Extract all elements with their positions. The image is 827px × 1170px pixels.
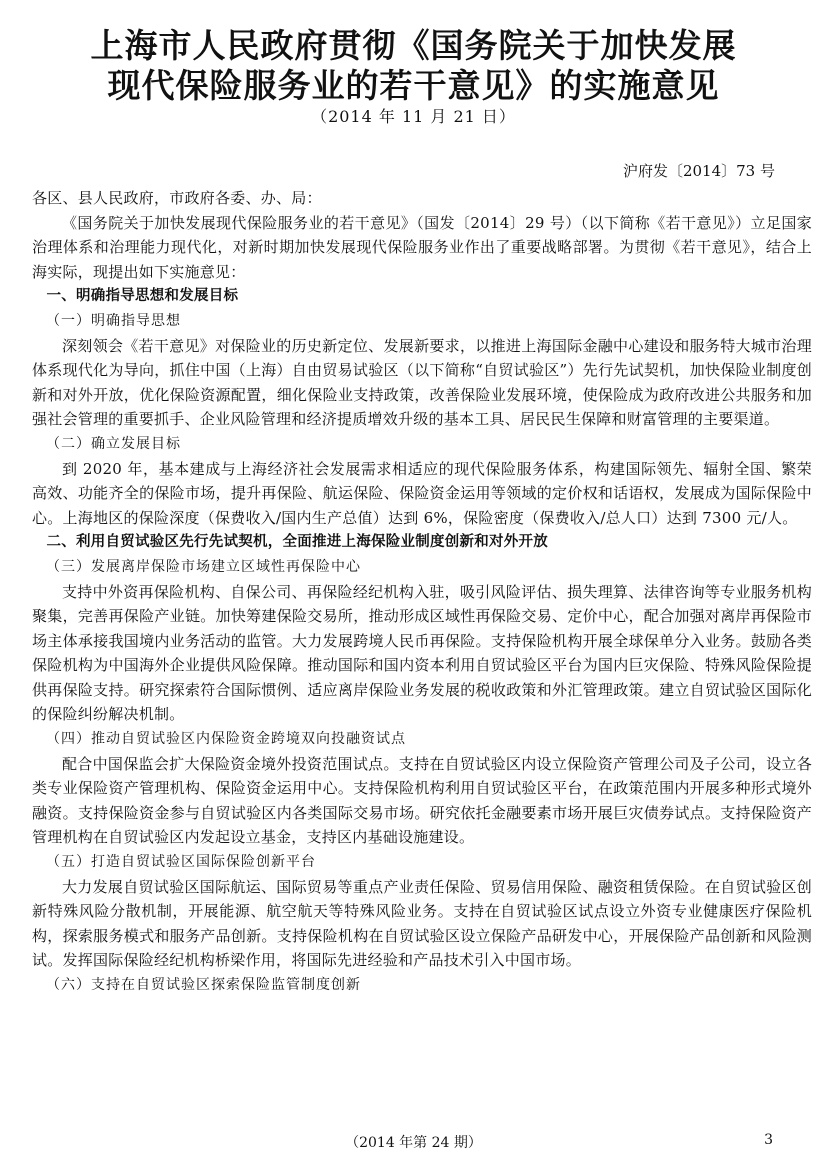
subsection-paragraph-1: 深刻领会《若干意见》对保险业的历史新定位、发展新要求，以推进上海国际金融中心建设和服务特大城市治理体系现代化为导向，抓住中国（上海）自由贸易试验区（以下简称“自贸试验区”）先行先试契机，加快保险业制度创新和对外开放，优化保险资源配置，细化保险业支持政策，改善保险业发展环境，使保险成为政府改进公共服务和加强社会管理的重要抓手、企业风险管理和经济提质增效升级的基本工具、居民民生保障和财富管理的主要渠道。 [32,336,812,429]
subsection-paragraph-2: 到 2020 年，基本建成与上海经济社会发展需求相适应的现代保险服务体系，构建国际领先、辐射全国、繁荣高效、功能齐全的保险市场，提升再保险、航运保险、保险资金运用等领域的定价权和话语权，发展成为国际保险中心。上海地区的保险深度（保费收入/国内生产总值）达到 6%，保险密度（保费收入/总人口）达到 7300 元/人。 [32,459,812,527]
issue-footer: （2014 年第 24 期） [345,1135,482,1151]
section-heading-2: 二、利用自贸试验区先行先试契机，全面推进上海保险业制度创新和对外开放 [46,534,548,551]
document-date: （2014 年 11 月 21 日） [311,107,516,126]
page-number: 3 [764,1132,773,1148]
document-body [32,186,812,998]
subsection-paragraph-5: 大力发展自贸试验区国际航运、国际贸易等重点产业责任保险、贸易信用保险、融资租赁保险。在自贸试验区创新特殊风险分散机制，开展能源、航空航天等特殊风险业务。支持在自贸试验区试点设立外资专业健康医疗保险机构，探索服务模式和服务产品创新。支持保险机构在自贸试验区设立保险产品研发中心，开展保险产品创新和风险测试。发挥国际保险经纪机构桥梁作用，将国际先进经验和产品技术引入中国市场。 [32,877,812,970]
subsection-paragraph-4: 配合中国保监会扩大保险资金境外投资范围试点。支持在自贸试验区内设立保险资产管理公司及子公司，设立各类专业保险资产管理机构、保险资金运用中心。支持保险机构利用自贸试验区平台，在政策范围内开展多种形式境外融资。支持保险资金参与自贸试验区内各类国际交易市场。研究依托金融要素市场开展巨灾债券试点。支持保险资产管理机构在自贸试验区内发起设立基金，支持区内基础设施建设。 [32,754,812,847]
subsection-heading-1: （一）明确指导思想 [46,312,181,329]
subsection-heading-6: （六）支持在自贸试验区探索保险监管制度创新 [46,977,361,993]
document-number: 沪府发〔2014〕73 号 [622,162,775,180]
section-heading-1: 一、明确指导思想和发展目标 [46,288,239,305]
subsection-heading-2: （二）确立发展目标 [46,435,181,452]
subsection-heading-5: （五）打造自贸试验区国际保险创新平台 [46,854,316,871]
intro-paragraph: 《国务院关于加快发展现代保险服务业的若干意见》（国发〔2014〕29 号）（以下简称《若干意见》）立足国家治理体系和治理能力现代化，对新时期加快发展现代保险服务业作出了重要战略部署。为贯彻《若干意见》，结合上海实际，现提出如下实施意见： [32,213,812,281]
subsection-heading-3: （三）发展离岸保险市场建立区域性再保险中心 [46,558,361,575]
document-title-line-1: 上海市人民政府贯彻《国务院关于加快发展 [90,26,737,65]
salutation: 各区、县人民政府，市政府各委、办、局： [32,189,322,207]
subsection-heading-4: （四）推动自贸试验区内保险资金跨境双向投融资试点 [46,731,406,748]
subsection-paragraph-3: 支持中外资再保险机构、自保公司、再保险经纪机构入驻，吸引风险评估、损失理算、法律咨询等专业服务机构聚集，完善再保险产业链。加快筹建保险交易所，推动形成区域性再保险交易、定价中心，配合加强对离岸再保险市场主体承接我国境内业务活动的监管。大力发展跨境人民币再保险。支持保险机构开展全球保单分入业务。鼓励各类保险机构为中国海外企业提供风险保障。推动国际和国内资本利用自贸试验区平台为国内巨灾保险、特殊风险保险提供再保险支持。研究探索符合国际惯例、适应离岸保险业务发展的税收政策和外汇管理政策。建立自贸试验区国际化的保险纠纷解决机制。 [32,582,812,724]
document-title-line-2: 现代保险服务业的若干意见》的实施意见 [107,66,720,105]
